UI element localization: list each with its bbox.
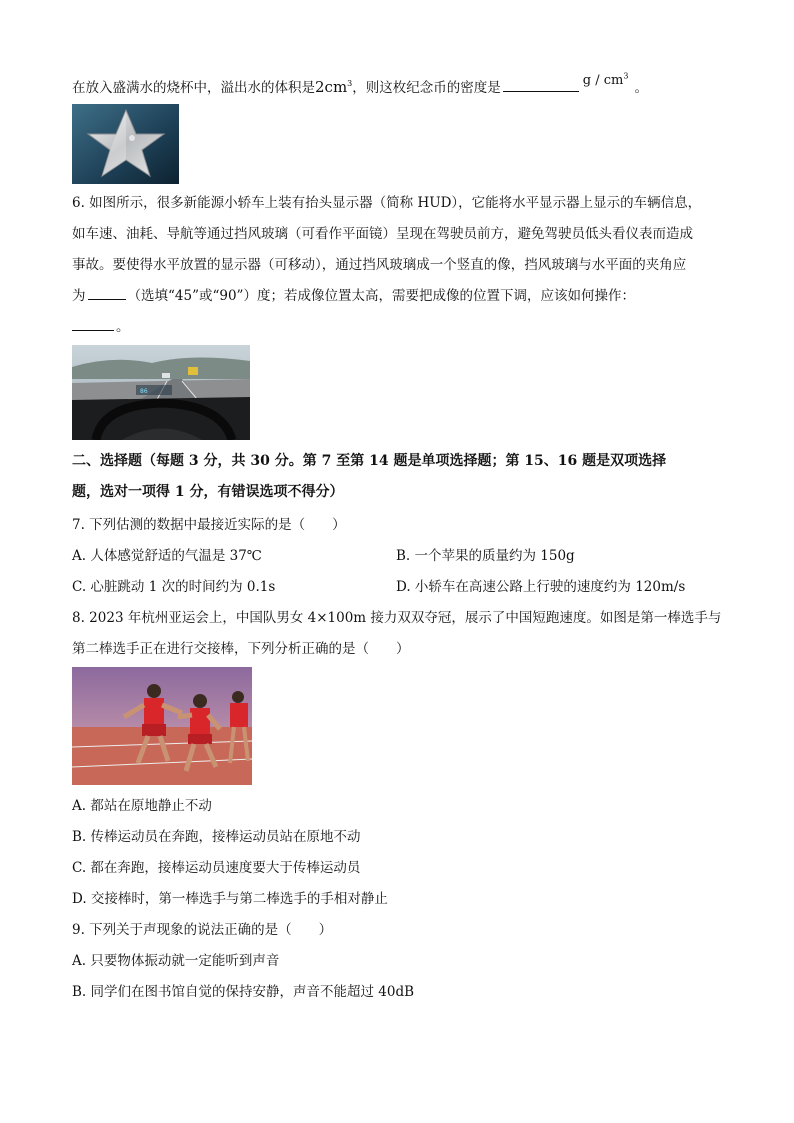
q5-line: 在放入盛满水的烧杯中，溢出水的体积是$2cm^3$，则这枚纪念币的密度是 g / $cm^3$。 (72, 71, 648, 96)
q7-option-b[interactable]: B. 一个苹果的质量约为 150g (396, 548, 575, 564)
q6-line-4: 为 （选填“45”或“90”）度；若成像位置太高，需要把成像的位置下调，应该如何操作： (72, 288, 635, 304)
q8-option-c[interactable]: C. 都在奔跑，接棒运动员速度要大于传棒运动员 (72, 860, 361, 876)
svg-text:86: 86 (140, 388, 148, 395)
section-2-heading-line-1: 二、选择题（每题 3 分，共 30 分。第 7 至第 14 题是单项选择题；第 15、16 题是双项选择 (72, 453, 667, 469)
q8-option-b[interactable]: B. 传棒运动员在奔跑，接棒运动员站在原地不动 (72, 829, 361, 845)
q9-stem: 9. 下列关于声现象的说法正确的是（ ） (72, 922, 333, 938)
q8-option-a[interactable]: A. 都站在原地静止不动 (72, 798, 212, 814)
q9-option-b[interactable]: B. 同学们在图书馆自觉的保持安静，声音不能超过 40dB (72, 984, 415, 1000)
section-2-heading-line-2: 题，选对一项得 1 分，有错误选项不得分） (72, 484, 344, 500)
q6-operation-blank[interactable] (72, 329, 114, 331)
q5-answer-blank[interactable] (503, 90, 579, 92)
q5-unit: g / $cm^3$ (582, 71, 629, 88)
q5-text-a: 在放入盛满水的烧杯中，溢出水的体积是 (72, 80, 315, 96)
q6-line-2: 如车速、油耗、导航等通过挡风玻璃（可看作平面镜）呈现在驾驶员前方，避免驾驶员低头看仪表而造成 (72, 226, 693, 242)
q5-text-b: ，则这枚纪念币的密度是 (352, 80, 501, 96)
q5-volume: $2cm^3$ (315, 78, 353, 96)
q8-line-1: 8. 2023 年杭州亚运会上，中国队男女 4×100m 接力双双夺冠，展示了中国短跑速度。如图是第一棒选手与 (72, 610, 722, 626)
hud-dashboard-image (72, 345, 250, 440)
q7-stem: 7. 下列估测的数据中最接近实际的是（ ） (72, 517, 346, 533)
q9-option-a[interactable]: A. 只要物体振动就一定能听到声音 (72, 953, 280, 969)
q8-line-2: 第二棒选手正在进行交接棒，下列分析正确的是（ ） (72, 641, 410, 657)
q7-option-c[interactable]: C. 心脏跳动 1 次的时间约为 0.1s (72, 579, 276, 595)
q6-line-3: 事故。要使得水平放置的显示器（可移动），通过挡风玻璃成一个竖直的像，挡风玻璃与水平面的夹角应 (72, 257, 687, 273)
q8-option-d[interactable]: D. 交接棒时，第一棒选手与第二棒选手的手相对静止 (72, 891, 388, 907)
q7-option-d[interactable]: D. 小轿车在高速公路上行驶的速度约为 120m/s (396, 579, 686, 595)
relay-race-image (72, 667, 252, 785)
q6-line-5: 。 (72, 318, 130, 336)
q6-line-1: 6. 如图所示，很多新能源小轿车上装有抬头显示器（简称 HUD），它能将水平显示器上显示的车辆信息， (72, 195, 702, 211)
q6-angle-blank[interactable] (88, 298, 126, 300)
star-coin-image (72, 104, 179, 184)
q7-option-a[interactable]: A. 人体感觉舒适的气温是 37℃ (72, 548, 262, 564)
